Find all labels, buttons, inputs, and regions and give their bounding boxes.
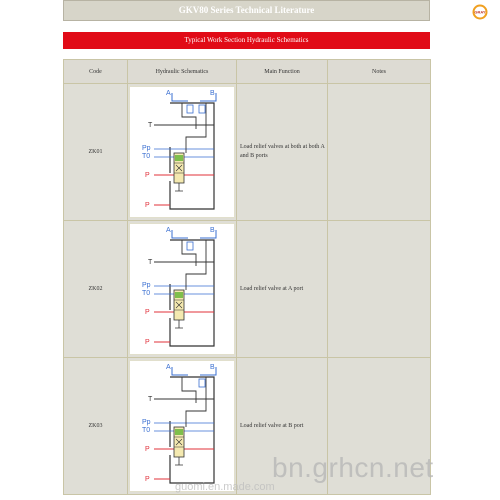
inner-circuit — [182, 240, 206, 290]
label-b: B — [210, 227, 215, 234]
label-pp: Pp — [142, 282, 151, 289]
spool-green-segment — [175, 429, 183, 435]
spool-green-segment — [175, 155, 183, 161]
table-row — [64, 221, 431, 358]
label-p-bottom: P — [145, 476, 150, 483]
row-code: ZK01 — [64, 84, 128, 221]
label-pp: Pp — [142, 419, 151, 426]
spool-green-segment — [175, 292, 183, 298]
header-bar — [63, 0, 486, 21]
header-title: GKV80 Series Technical Literature — [178, 5, 315, 15]
relief-valve-b — [199, 379, 205, 387]
row-notes — [328, 84, 431, 221]
relief-valve-a — [187, 242, 193, 250]
schematic-cell — [128, 221, 237, 358]
label-p-bottom: P — [145, 202, 150, 209]
gray-logo-icon — [472, 4, 488, 20]
label-t0: T0 — [142, 427, 151, 434]
table-row — [64, 84, 431, 221]
label-p: P — [145, 309, 150, 316]
label-p: P — [145, 172, 150, 179]
spool-spring — [175, 320, 183, 328]
hydraulic-schematic — [129, 86, 235, 218]
column-header-code: Code — [64, 60, 128, 84]
label-t: T — [148, 259, 153, 266]
label-t0: T0 — [142, 153, 151, 160]
schematic-cell — [128, 358, 237, 495]
label-b: B — [210, 364, 215, 371]
label-t: T — [148, 122, 153, 129]
watermark-sub: guomi.en.made.com — [175, 481, 275, 493]
row-notes — [328, 221, 431, 358]
label-a: A — [166, 227, 171, 234]
section-banner — [63, 32, 430, 49]
column-header-notes: Notes — [328, 60, 431, 84]
label-p: P — [145, 446, 150, 453]
row-code: ZK02 — [64, 221, 128, 358]
spool-spring — [175, 457, 183, 465]
section-banner-title: Typical Work Section Hydraulic Schematics — [184, 36, 309, 44]
schematic-drawing — [130, 87, 234, 217]
row-function: Load relief valve at B port — [237, 358, 328, 495]
label-p-bottom: P — [145, 339, 150, 346]
label-t: T — [148, 396, 153, 403]
row-code: ZK03 — [64, 358, 128, 495]
logo-text: GRAY — [474, 9, 486, 15]
table-header-row — [64, 60, 431, 84]
schematic-drawing — [130, 224, 234, 354]
row-function: Load relief valves at both at both A and B ports — [237, 84, 328, 221]
label-pp: Pp — [142, 145, 151, 152]
column-header-schematics: Hydraulic Schematics — [128, 60, 237, 84]
hydraulic-schematic — [129, 223, 235, 355]
hydraulic-schematic — [129, 360, 235, 492]
spool-spring — [175, 183, 183, 191]
schematic-cell — [128, 84, 237, 221]
schematics-table — [63, 59, 431, 495]
column-header-function: Main Function — [237, 60, 328, 84]
watermark: bn.grhcn.net — [272, 452, 434, 483]
row-function: Load relief valve at A port — [237, 221, 328, 358]
label-b: B — [210, 90, 215, 97]
label-a: A — [166, 90, 171, 97]
relief-valve-b — [199, 105, 205, 113]
label-a: A — [166, 364, 171, 371]
relief-valve-a — [187, 105, 193, 113]
label-t0: T0 — [142, 290, 151, 297]
schematic-drawing — [130, 361, 234, 491]
